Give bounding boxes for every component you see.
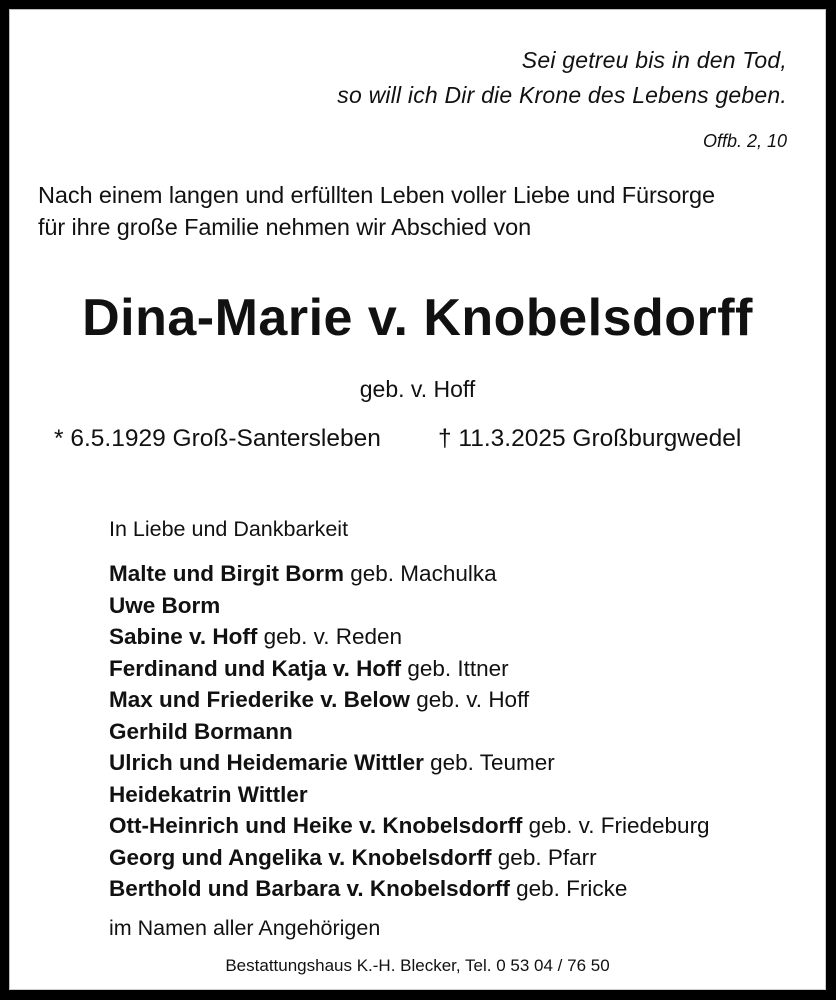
mourner-row xyxy=(109,719,293,745)
mourner-name: Ulrich und Heidemarie Wittler xyxy=(109,750,424,775)
mourner-name: Uwe Borm xyxy=(109,592,221,618)
mourner-nee: geb. v. Hoff xyxy=(416,687,530,712)
mourner-row xyxy=(109,561,497,587)
mourner-row xyxy=(109,813,710,839)
mourner-name: Malte und Birgit Borm xyxy=(109,561,344,586)
intro-line-1: Nach einem langen und erfüllten Leben voller Liebe und Fürsorge xyxy=(38,182,715,208)
deceased-name: Dina-Marie v. Knobelsdorff xyxy=(82,289,753,347)
mourner-row xyxy=(109,687,529,713)
mourner-row xyxy=(109,593,220,619)
verse-reference: Offb. 2, 10 xyxy=(702,131,787,151)
mourner-nee: geb. v. Reden xyxy=(263,624,403,649)
mourner-row xyxy=(109,624,402,650)
mourner-row xyxy=(109,750,555,776)
mourner-name: Max und Friederike v. Below xyxy=(109,687,410,712)
thanks-line: In Liebe und Dankbarkeit xyxy=(109,517,349,541)
mourner-name: Georg und Angelika v. Knobelsdorff xyxy=(109,844,492,870)
mourner-row xyxy=(109,782,308,808)
mourner-name: Gerhild Bormann xyxy=(109,718,293,744)
mourner-name: Ott-Heinrich und Heike v. Knobelsdorff xyxy=(109,813,523,838)
mourner-name: Ferdinand und Katja v. Hoff xyxy=(109,655,402,681)
mourner-nee: geb. Fricke xyxy=(516,876,628,901)
mourner-nee: geb. Pfarr xyxy=(497,844,597,870)
mourner-nee: geb. v. Friedeburg xyxy=(528,813,710,838)
death-info: † 11.3.2025 Großburgwedel xyxy=(438,425,742,452)
mourner-nee: geb. Teumer xyxy=(430,750,555,775)
mourner-name: Sabine v. Hoff xyxy=(109,624,258,649)
funeral-home-footer: Bestattungshaus K.-H. Blecker, Tel. 0 53 04 / 76 50 xyxy=(225,956,610,975)
mourner-row xyxy=(109,876,627,902)
verse-line-1: Sei getreu bis in den Tod, xyxy=(521,47,787,73)
deceased-maiden-name: geb. v. Hoff xyxy=(359,376,476,402)
mourner-row xyxy=(109,845,597,871)
verse-line-2: so will ich Dir die Krone des Lebens geben. xyxy=(337,82,787,108)
mourner-name: Heidekatrin Wittler xyxy=(109,781,308,807)
mourner-name: Berthold und Barbara v. Knobelsdorff xyxy=(109,876,510,901)
mourner-row xyxy=(109,656,509,682)
closing-line: im Namen aller Angehörigen xyxy=(109,916,381,940)
intro-line-2: für ihre große Familie nehmen wir Abschied von xyxy=(38,214,532,240)
birth-info: * 6.5.1929 Groß-Santersleben xyxy=(54,425,381,452)
mourner-nee: geb. Ittner xyxy=(407,655,509,681)
mourner-nee: geb. Machulka xyxy=(350,561,497,586)
obituary-notice xyxy=(9,9,826,990)
